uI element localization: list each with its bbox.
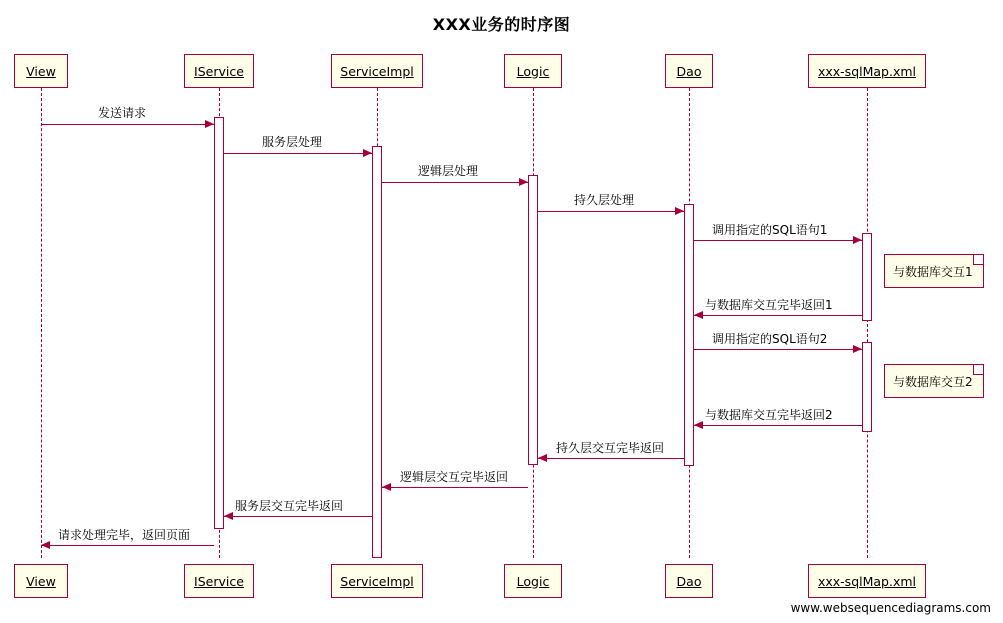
note-db-interaction-1	[884, 254, 984, 288]
message-line-4	[538, 211, 684, 212]
message-arrow-8	[694, 421, 703, 429]
diagram-title: XXX业务的时序图	[432, 15, 571, 34]
message-arrow-6	[694, 311, 703, 319]
message-line-11	[224, 516, 372, 517]
message-arrow-2	[363, 149, 372, 157]
activation-sqlmap-2	[862, 342, 872, 432]
message-arrow-10	[382, 483, 391, 491]
participant-label: ServiceImpl	[340, 573, 414, 589]
message-label-5: 调用指定的SQL语句1	[712, 223, 828, 237]
participant-top-sqlmap[interactable]	[808, 54, 926, 88]
message-label-7: 调用指定的SQL语句2	[712, 332, 828, 346]
message-arrow-7	[853, 345, 862, 353]
message-line-1	[41, 124, 214, 125]
participant-bottom-view[interactable]	[14, 564, 68, 598]
participant-bottom-dao[interactable]	[665, 564, 713, 598]
message-arrow-5	[853, 236, 862, 244]
participant-top-dao[interactable]	[665, 54, 713, 88]
note-db-interaction-2	[884, 364, 984, 398]
message-arrow-3	[519, 178, 528, 186]
participant-label: Dao	[676, 573, 702, 589]
message-line-6	[694, 315, 862, 316]
participant-label: Logic	[516, 573, 550, 589]
participant-top-logic[interactable]	[504, 54, 562, 88]
message-line-9	[538, 458, 684, 459]
message-line-2	[224, 153, 372, 154]
message-label-8: 与数据库交互完毕返回2	[705, 408, 833, 422]
message-line-5	[694, 240, 862, 241]
message-line-3	[382, 182, 528, 183]
participant-top-serviceimpl[interactable]	[331, 54, 423, 88]
message-line-7	[694, 349, 862, 350]
participant-label: IService	[194, 573, 244, 589]
message-label-3: 逻辑层处理	[418, 164, 479, 178]
activation-serviceimpl	[372, 146, 382, 558]
participant-bottom-serviceimpl[interactable]	[331, 564, 423, 598]
lifeline-sqlmap	[867, 88, 868, 558]
message-label-4: 持久层处理	[574, 193, 635, 207]
participant-bottom-sqlmap[interactable]	[808, 564, 926, 598]
message-label-12: 请求处理完毕，返回页面	[58, 528, 191, 542]
participant-top-view[interactable]	[14, 54, 68, 88]
participant-label: Logic	[516, 63, 550, 79]
message-arrow-4	[675, 207, 684, 215]
participant-label: View	[26, 573, 56, 589]
note-label: 与数据库交互2	[893, 374, 973, 389]
message-arrow-9	[538, 454, 547, 462]
message-label-10: 逻辑层交互完毕返回	[400, 470, 509, 484]
participant-bottom-iservice[interactable]	[184, 564, 254, 598]
message-line-12	[41, 545, 214, 546]
message-label-2: 服务层处理	[262, 135, 323, 149]
participant-top-iservice[interactable]	[184, 54, 254, 88]
participant-label: ServiceImpl	[340, 63, 414, 79]
activation-dao	[684, 204, 694, 466]
message-line-10	[382, 487, 528, 488]
message-line-8	[694, 425, 862, 426]
lifeline-view	[41, 88, 42, 558]
participant-label: xxx-sqlMap.xml	[817, 63, 917, 79]
note-label: 与数据库交互1	[893, 264, 973, 279]
message-label-6: 与数据库交互完毕返回1	[705, 298, 833, 312]
message-arrow-11	[224, 512, 233, 520]
message-arrow-1	[205, 120, 214, 128]
participant-label: IService	[194, 63, 244, 79]
participant-label: xxx-sqlMap.xml	[817, 573, 917, 589]
participant-label: Dao	[676, 63, 702, 79]
participant-bottom-logic[interactable]	[504, 564, 562, 598]
participant-label: View	[26, 63, 56, 79]
message-label-9: 持久层交互完毕返回	[556, 441, 665, 455]
message-label-11: 服务层交互完毕返回	[235, 499, 344, 513]
activation-iservice	[214, 117, 224, 529]
footer-watermark: www.websequencediagrams.com	[790, 601, 991, 615]
activation-logic	[528, 175, 538, 465]
activation-sqlmap-1	[862, 233, 872, 321]
message-label-1: 发送请求	[98, 106, 147, 120]
message-arrow-12	[41, 541, 50, 549]
